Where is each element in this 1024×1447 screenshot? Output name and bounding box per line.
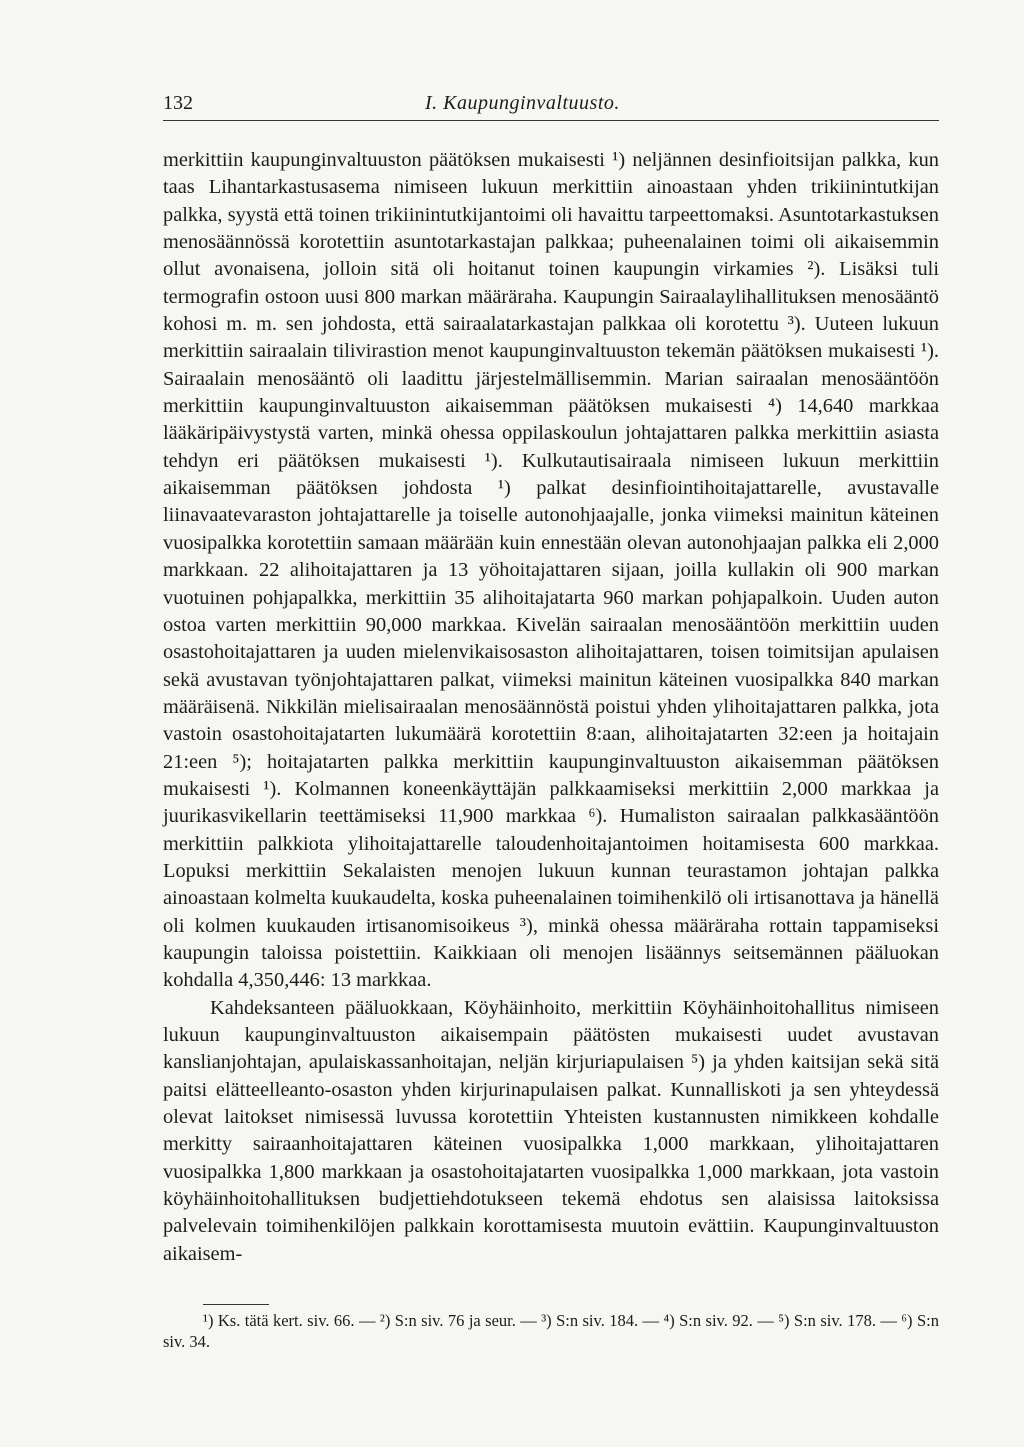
body-text bbox=[163, 147, 939, 1268]
footnotes: ¹) Ks. tätä kert. siv. 66. — ²) S:n siv. 76 ja seur. — ³) S:n siv. 184. — ⁴) S:n siv. 92. — ⁵) S:n siv. 178. — ⁶) S:n siv. 34. bbox=[163, 1311, 939, 1352]
header-rule bbox=[163, 120, 939, 121]
page-header bbox=[163, 90, 939, 120]
page-number: 132 bbox=[163, 92, 193, 114]
document-page bbox=[163, 90, 939, 1352]
running-title: I. Kaupunginvaltuusto. bbox=[425, 92, 620, 114]
paragraph-2: Kahdeksanteen pääluokkaan, Köyhäinhoito, merkittiin Köyhäinhoitohallitus nimiseen lukuun kaupunginvaltuuston aikaisempain päätösten mukaisesti uudet avustavan kanslianjohtajan, apulaiskassanhoitajan, neljän kirjuriapulaisen ⁵) ja yhden kaitsijan sekä sitä paitsi elätteelleanto-osaston yhden kirjurinapulaisen palkat. Kunnalliskoti ja sen yhteydessä olevat laitokset nimisessä luvussa korotettiin Yhteisten kustannusten nimikkeen kohdalle merkitty sairaanhoitajattaren käteinen vuosipalkka 1,000 markkaan, ylihoitajattaren vuosipalkka 1,800 markkaan ja osastohoitajatarten vuosipalkka 1,000 markkaan, jota vastoin köyhäinhoitohallituksen budjettiehdotukseen tekemä ehdotus sen alaisissa laitoksissa palvelevain toimihenkilöjen palkkain korottamisesta muutoin evättiin. Kaupunginvaltuuston aikaisem- bbox=[163, 996, 939, 1265]
paragraph-1: merkittiin kaupunginvaltuuston päätöksen mukaisesti ¹) neljännen desinfioitsijan palkka, kun taas Lihantarkastusasema nimiseen lukuun merkittiin ainoastaan yhden trikiinintutkijan palkka, syystä että toinen trikiinintutkijantoimi oli havaittu tarpeettomaksi. Asuntotarkastuksen menosäännössä korotettiin asuntotarkastajan palkkaa; puheenalainen toimi oli aikaisemmin ollut avonaisena, jolloin sitä oli hoitanut toinen kaupungin virkamies ²). Lisäksi tuli termografin ostoon uusi 800 markan määräraha. Kaupungin Sairaalaylihallituksen menosääntö kohosi m. m. sen johdosta, että sairaalatarkastajan palkkaa oli korotettu ³). Uuteen lukuun merkittiin sairaalain tilivirastion menot kaupunginvaltuuston tekemän päätöksen mukaisesti ¹). Sairaalain menosääntö oli laadittu järjestelmällisemmin. Marian sairaalan menosääntöön merkittiin kaupunginvaltuuston aikaisemman päätöksen mukaisesti ⁴) 14,640 markkaa lääkäripäivystystä varten, minkä ohessa oppilaskoulun johtajattaren palkka merkittiin asiasta tehdyn eri päätöksen mukaisesti ¹). Kulkutautisairaala nimiseen lukuun merkittiin aikaisemman päätöksen johdosta ¹) palkat desinfiointihoitajattarelle, avustavalle liinavaatevaraston johtajattarelle ja toiselle autonohjaajalle, jonka viimeksi mainitun käteinen vuosipalkka korotettiin samaan määrään kuin ennestään olevan autonohjaajan palkka eli 2,000 markkaan. 22 alihoitajattaren ja 13 yöhoitajattaren sijaan, joilla kullakin oli 900 markan vuotuinen pohjapalkka, merkittiin 35 alihoitajatarta 960 markan pohjapalkoin. Uuden auton ostoa varten merkittiin 90,000 markkaa. Kivelän sairaalan menosääntöön merkittiin uuden osastohoitajattaren ja uuden mielenvikaisosaston alihoitajattaren, toisen toimitsijan apulaisen sekä avustavan työnjohtajattaren palkat, viimeksi mainitun käteinen vuosipalkka 840 markan määräisenä. Nikkilän mielisairaalan menosäännöstä poistui yhden ylihoitajattaren palkka, jota vastoin osastohoitajatarten lukumäärä korotettiin 8:aan, alihoitajatarten 32:een ja hoitajain 21:een ⁵); hoitajatarten palkka merkittiin kaupunginvaltuuston aikaisemman päätöksen mukaisesti ¹). Kolmannen koneenkäyttäjän palkkaamiseksi merkittiin 2,000 markkaa ja juurikasvikellarin teettämiseksi 11,900 markkaa ⁶). Humaliston sairaalan palkkasääntöön merkittiin palkkiota ylihoitajattarelle taloudenhoitajantoimen hoitamisesta 600 markkaa. Lopuksi merkittiin Sekalaisten menojen lukuun kunnan teurastamon johtajan palkka ainoastaan kolmelta kuukaudelta, koska puheenalainen toimihenkilö oli irtisanottava ja hänellä oli kolmen kuukauden irtisanomisoikeus ³), minkä ohessa määräraha rottain tappamiseksi kaupungin taloissa poistettiin. Kaikkiaan oli menojen lisäännys seitsemännen pääluokan kohdalla 4,350,446: 13 markkaa. bbox=[163, 149, 939, 992]
footnote-rule bbox=[203, 1304, 269, 1305]
